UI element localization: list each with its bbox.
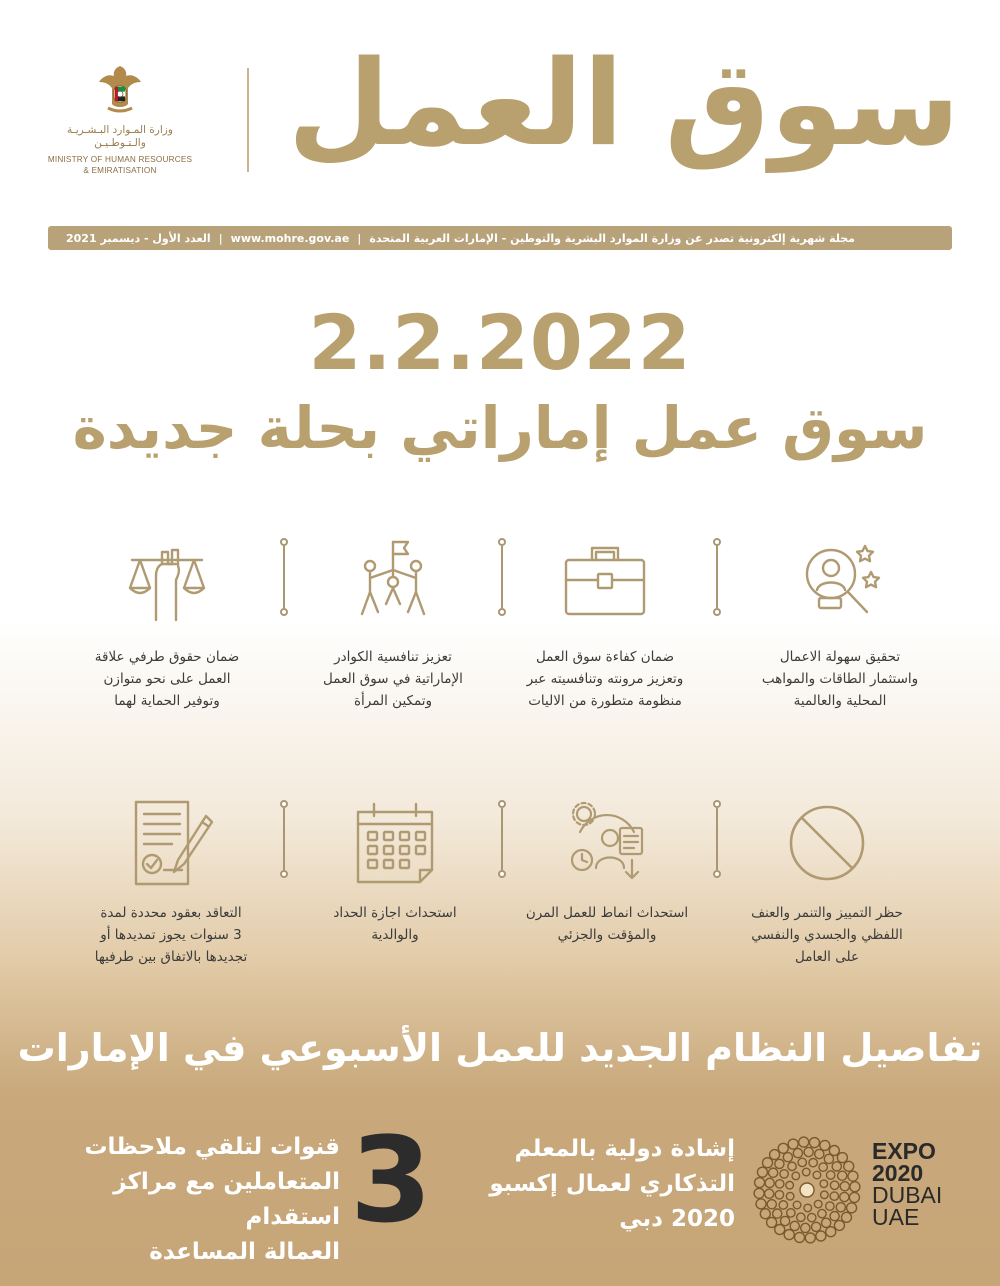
column-divider: [279, 800, 289, 878]
feature-text: تحقيق سهولة الاعمال واستثمار الطاقات والمواهب المحلية والعالمية: [761, 649, 919, 709]
ministry-name-ar-2: والـتـوطـيـن: [94, 137, 146, 149]
feature-item: [500, 536, 710, 712]
column-divider: [712, 800, 722, 878]
praise-headline[interactable]: إشادة دولية بالمعلم التذكاري لعمال إكسبو 2020 دبي: [489, 1136, 735, 1232]
masthead-description: مجلة شهرية إلكترونية تصدر عن وزارة الموارد البشرية والتوطين - الإمارات العربية المتحدة: [369, 231, 855, 245]
feature-text: التعاقد بعقود محددة لمدة 3 سنوات يجوز تمديدها أو تجديدها بالاتفاق بين طرفيها: [94, 905, 248, 965]
ministry-logo[interactable]: [40, 60, 200, 176]
masthead-issue: العدد الأول - ديسمبر 2021: [66, 231, 211, 245]
feature-text: تعزيز تنافسية الكوادر الإماراتية في سوق العمل وتمكين المرأة: [323, 649, 463, 709]
channels-number: 3: [350, 1111, 433, 1249]
expo-emblem-icon: [752, 1135, 862, 1245]
prohibited-icon: [782, 798, 872, 888]
magazine-title: سوق العمل: [287, 34, 960, 172]
masthead-separator: |: [357, 231, 362, 245]
column-divider: [497, 538, 507, 616]
expo-2020-logo: EXPO 2020 DUBAI UAE: [872, 1138, 943, 1230]
uae-emblem-icon: [91, 60, 149, 118]
calendar-icon: [350, 798, 440, 888]
flexible-work-icon: [562, 798, 652, 888]
feature-item: [290, 798, 500, 946]
feature-item: [62, 536, 272, 712]
masthead-website-link[interactable]: www.mohre.gov.ae: [230, 231, 350, 245]
feature-text: استحداث اجازة الحداد والوالدية: [333, 905, 457, 943]
teamwork-flag-icon: [348, 536, 438, 626]
feature-item: [502, 798, 712, 946]
column-divider: [279, 538, 289, 616]
briefcase-icon: [560, 536, 650, 626]
hero-date: 2.2.2022: [308, 298, 692, 387]
justice-scales-icon: [122, 536, 212, 626]
feature-item: [722, 798, 932, 968]
section-heading[interactable]: تفاصيل النظام الجديد للعمل الأسبوعي في الإمارات: [17, 1026, 983, 1070]
talent-search-icon: [795, 536, 885, 626]
feature-text: حظر التمييز والتنمر والعنف اللفظي والجسدي والنفسي على العامل: [751, 905, 903, 965]
header-divider: [247, 68, 249, 172]
feature-text: ضمان كفاءة سوق العمل وتعزيز مرونته وتنافسيته عبر منظومة متطورة من الاليات: [526, 649, 684, 709]
feature-text: استحداث انماط للعمل المرن والمؤقت والجزئي: [525, 905, 689, 943]
feature-item: [288, 536, 498, 712]
contract-signing-icon: [126, 798, 216, 888]
masthead-bar: [48, 226, 952, 250]
feature-item: [66, 798, 276, 968]
ministry-name-en-2: & EMIRATISATION: [83, 166, 157, 175]
masthead-separator: |: [218, 231, 223, 245]
feature-item: [735, 536, 945, 712]
ministry-name-en: MINISTRY OF HUMAN RESOURCES: [47, 155, 193, 164]
feature-text: ضمان حقوق طرفي علاقة العمل على نحو متوازن وتوفير الحماية لهما: [94, 649, 240, 709]
ministry-name-ar: وزارة المـوارد البـشـريـة: [67, 124, 173, 136]
channels-headline[interactable]: قنوات لتلقي ملاحظات المتعاملين مع مراكز استقدام العمالة المساعدة: [84, 1134, 340, 1265]
hero-title: سوق عمل إماراتي بحلة جديدة: [72, 394, 928, 462]
column-divider: [712, 538, 722, 616]
